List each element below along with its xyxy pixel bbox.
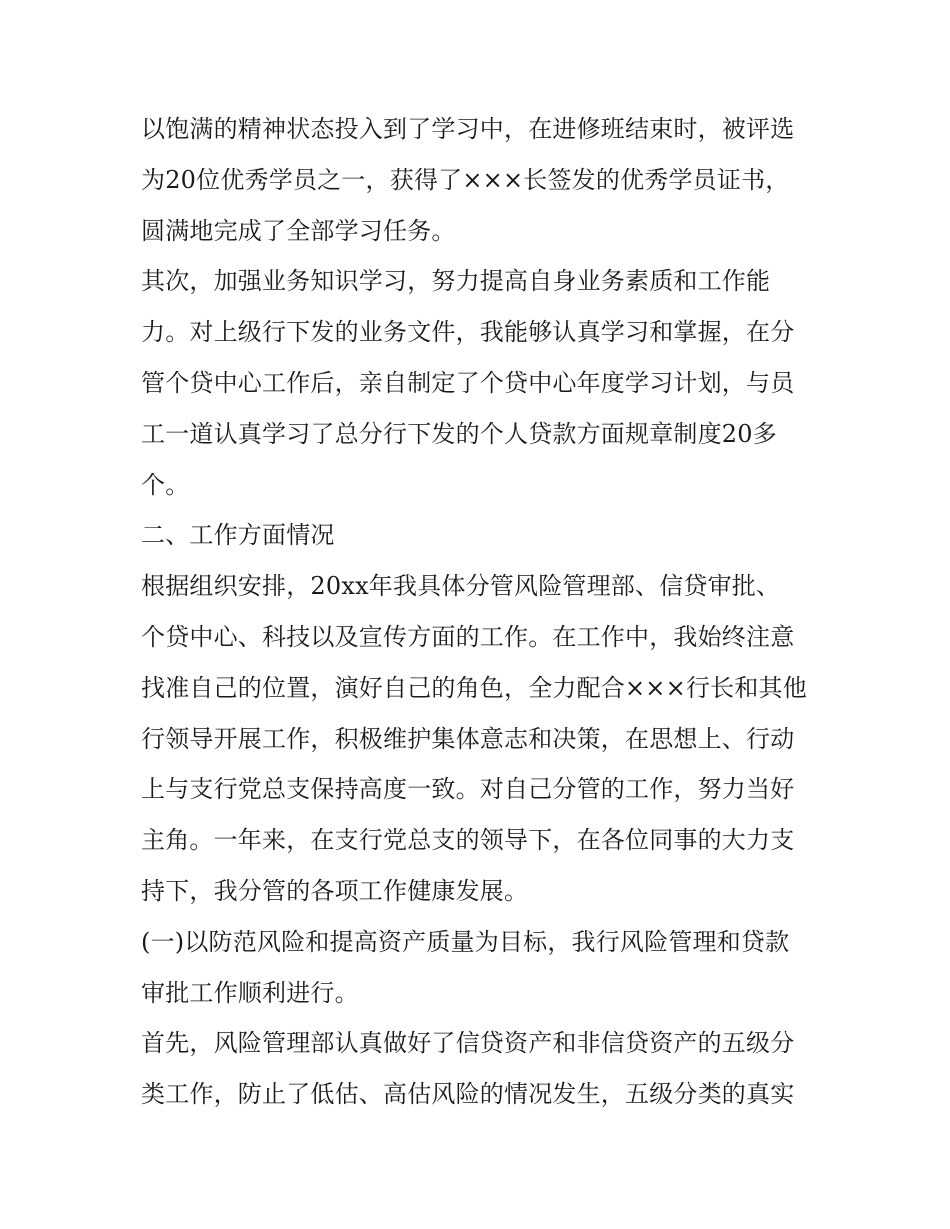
text-line: 工一道认真学习了总分行下发的个人贷款方面规章制度20多 [141, 419, 777, 448]
document-body [141, 104, 821, 1120]
text-line: 类工作，防止了低估、高估风险的情况发生，五级分类的真实 [141, 1080, 795, 1109]
text-line: 个。 [141, 470, 190, 499]
text-line: 审批工作顺利进行。 [141, 978, 359, 1007]
text-line: 为20位优秀学员之一，获得了×××长签发的优秀学员证书， [141, 165, 790, 194]
text-line: 持下，我分管的各项工作健康发展。 [141, 876, 529, 905]
text-line: 根据组织安排，20xx年我具体分管风险管理部、信贷审批、 [141, 572, 781, 601]
section-heading: 二、工作方面情况 [141, 521, 335, 550]
text-line: 找准自己的位置，演好自己的角色，全力配合×××行长和其他 [141, 673, 807, 702]
text-line: 首先，风险管理部认真做好了信贷资产和非信贷资产的五级分 [141, 1029, 795, 1058]
text-line: 上与支行党总支保持高度一致。对自己分管的工作，努力当好 [141, 775, 795, 804]
subsection-heading: (一)以防范风险和提高资产质量为目标，我行风险管理和贷款 [141, 927, 790, 956]
text-line: 圆满地完成了全部学习任务。 [141, 216, 456, 245]
text-line: 个贷中心、科技以及宣传方面的工作。在工作中，我始终注意 [141, 622, 795, 651]
text-line: 行领导开展工作，积极维护集体意志和决策，在思想上、行动 [141, 724, 795, 753]
text-line: 以饱满的精神状态投入到了学习中，在进修班结束时，被评选 [141, 115, 795, 143]
text-line: 管个贷中心工作后，亲自制定了个贷中心年度学习计划，与员 [141, 368, 795, 397]
text-line: 其次，加强业务知识学习，努力提高自身业务素质和工作能 [141, 267, 771, 296]
text-line: 主角。一年来，在支行党总支的领导下，在各位同事的大力支 [141, 826, 795, 855]
text-line: 力。对上级行下发的业务文件，我能够认真学习和掌握，在分 [141, 318, 795, 347]
